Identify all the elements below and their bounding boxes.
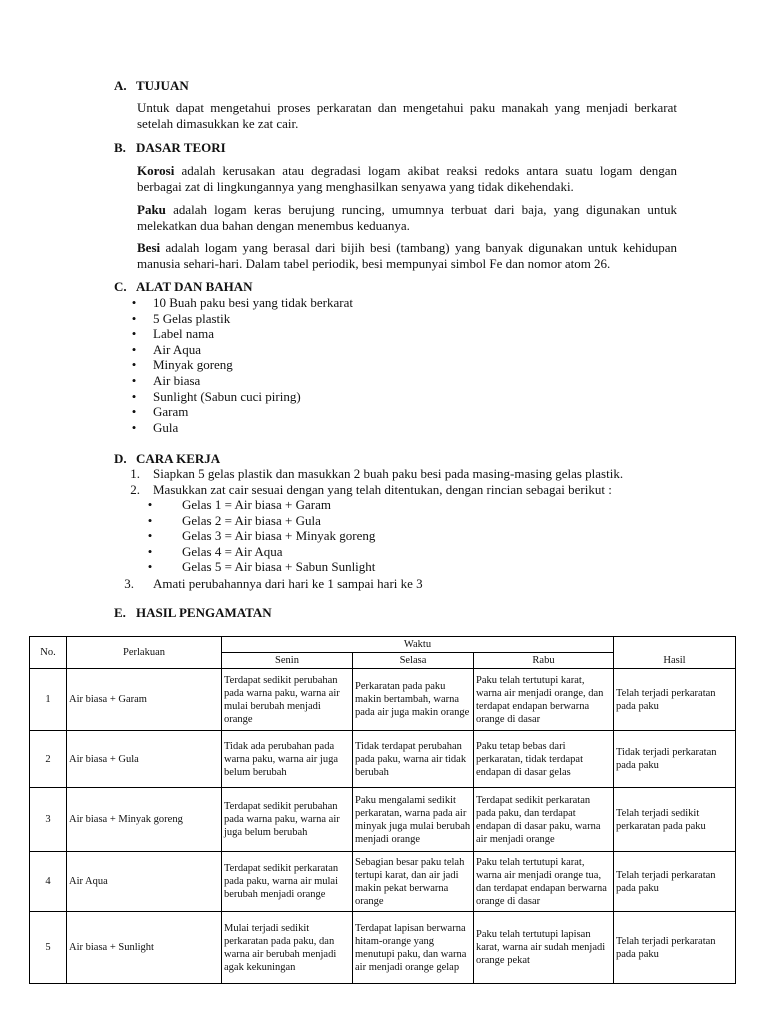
- section-letter: C.: [114, 279, 127, 294]
- cell-perlakuan: Air biasa + Sunlight: [67, 912, 222, 984]
- cell-no: 2: [30, 731, 67, 788]
- definition: adalah logam yang berasal dari bijih besi (tambang) yang banyak digunakan untuk kehidupan manusia sehari-hari. Dalam tabel periodik, besi mempunyai simbol Fe dan nomor atom 26.: [137, 240, 677, 271]
- section-title: ALAT DAN BAHAN: [136, 279, 253, 294]
- theory-korosi: [137, 163, 677, 195]
- cell-no: 1: [30, 669, 67, 731]
- bullet-icon: •: [131, 372, 137, 388]
- observation-table: [29, 636, 736, 984]
- term: Besi: [137, 240, 161, 255]
- definition: adalah logam keras berujung runcing, umumnya terbuat dari baja, yang digunakan untuk melekatkan dua bahan dengan menembus keduanya.: [137, 202, 678, 233]
- bullet-icon: •: [147, 528, 153, 544]
- bullet-icon: •: [147, 497, 153, 512]
- term: Korosi: [137, 163, 175, 178]
- header-hasil: Hasil: [614, 637, 736, 669]
- cell-senin: Terdapat sedikit perubahan pada warna paku, warna air juga belum berubah: [222, 788, 353, 852]
- bullet-icon: •: [131, 404, 137, 420]
- header-perlakuan: Perlakuan: [67, 637, 222, 669]
- theory-paku: [137, 202, 677, 234]
- section-letter: B.: [114, 140, 126, 155]
- bullet-icon: •: [131, 326, 137, 342]
- section-title: TUJUAN: [136, 78, 189, 93]
- cell-perlakuan: Air biasa + Gula: [67, 731, 222, 788]
- cell-selasa: Terdapat lapisan berwarna hitam-orange yang menutupi paku, dan warna air menjadi orange gelap: [353, 912, 474, 984]
- header-waktu: Waktu: [222, 637, 614, 653]
- cell-hasil: Telah terjadi perkaratan pada paku: [614, 669, 736, 731]
- cell-senin: Mulai terjadi sedikit perkaratan pada paku, dan warna air berubah menjadi agak kekuningan: [222, 912, 353, 984]
- cell-rabu: Paku telah tertutupi lapisan karat, warna air sudah menjadi orange pekat: [474, 912, 614, 984]
- cell-no: 5: [30, 912, 67, 984]
- cell-rabu: Paku telah tertutupi karat, warna air menjadi orange tua, dan terdapat endapan berwarna orange di dasar: [474, 852, 614, 912]
- bullet-icon: •: [131, 341, 137, 357]
- bullet-icon: •: [147, 559, 153, 575]
- cell-selasa: Perkaratan pada paku makin bertambah, warna pada air juga makin orange: [353, 669, 474, 731]
- table-row: [30, 731, 736, 788]
- cell-senin: Terdapat sedikit perubahan pada warna paku, warna air mulai berubah menjadi orange: [222, 669, 353, 731]
- bullet-icon: •: [131, 419, 137, 435]
- table-header-row: [30, 637, 736, 653]
- bullet-icon: •: [131, 357, 137, 373]
- cell-selasa: Sebagian besar paku telah tertupi karat, dan air jadi makin pekat berwarna orange: [353, 852, 474, 912]
- cell-hasil: Telah terjadi perkaratan pada paku: [614, 852, 736, 912]
- bullet-icon: •: [131, 388, 137, 404]
- section-title: CARA KERJA: [136, 451, 221, 466]
- section-c-heading: [114, 279, 253, 295]
- cell-hasil: Tidak terjadi perkaratan pada paku: [614, 731, 736, 788]
- table-row: [30, 852, 736, 912]
- section-letter: A.: [114, 78, 127, 93]
- cell-rabu: Paku telah tertutupi karat, warna air menjadi orange, dan terdapat endapan berwarna orange di dasar: [474, 669, 614, 731]
- header-senin: Senin: [222, 653, 353, 669]
- section-a-heading: [114, 78, 189, 94]
- header-selasa: Selasa: [353, 653, 474, 669]
- definition: adalah kerusakan atau degradasi logam akibat reaksi redoks antara suatu logam dengan berbagai zat di lingkungannya yang menghasilkan senyawa yang tidak dikehendaki.: [137, 163, 678, 194]
- term: Paku: [137, 202, 166, 217]
- cell-senin: Terdapat sedikit perkaratan pada paku, warna air mulai berubah menjadi orange: [222, 852, 353, 912]
- bullet-icon: •: [131, 295, 137, 310]
- cell-selasa: Paku mengalami sedikit perkaratan, warna pada air minyak juga mulai berubah menjadi orange: [353, 788, 474, 852]
- section-e-heading: [114, 605, 272, 621]
- header-rabu: Rabu: [474, 653, 614, 669]
- cell-hasil: Telah terjadi perkaratan pada paku: [614, 912, 736, 984]
- cell-perlakuan: Air biasa + Minyak goreng: [67, 788, 222, 852]
- cell-rabu: Terdapat sedikit perkaratan pada paku, dan terdapat endapan di dasar paku, warna air menjadi orange: [474, 788, 614, 852]
- section-title: DASAR TEORI: [136, 140, 226, 155]
- table-row: [30, 788, 736, 852]
- table-row: [30, 669, 736, 731]
- header-no: No.: [30, 637, 67, 669]
- section-letter: E.: [114, 605, 126, 620]
- bullet-icon: •: [131, 310, 137, 326]
- section-title: HASIL PENGAMATAN: [136, 605, 272, 620]
- section-letter: D.: [114, 451, 127, 466]
- section-d-heading: [114, 451, 220, 467]
- cell-senin: Tidak ada perubahan pada warna paku, warna air juga belum berubah: [222, 731, 353, 788]
- cell-rabu: Paku tetap bebas dari perkaratan, tidak terdapat endapan di dasar gelas: [474, 731, 614, 788]
- table-row: [30, 912, 736, 984]
- bullet-icon: •: [147, 512, 153, 528]
- cell-no: 4: [30, 852, 67, 912]
- cell-perlakuan: Air Aqua: [67, 852, 222, 912]
- bullet-icon: •: [147, 543, 153, 559]
- cell-hasil: Telah terjadi sedikit perkaratan pada paku: [614, 788, 736, 852]
- cell-perlakuan: Air biasa + Garam: [67, 669, 222, 731]
- theory-besi: [137, 240, 677, 272]
- section-b-heading: [114, 140, 226, 156]
- cell-no: 3: [30, 788, 67, 852]
- tujuan-text: Untuk dapat mengetahui proses perkaratan dan mengetahui paku manakah yang menjadi berkarat setelah dimasukkan ke zat cair.: [137, 100, 677, 131]
- cell-selasa: Tidak terdapat perubahan pada paku, warna air tidak berubah: [353, 731, 474, 788]
